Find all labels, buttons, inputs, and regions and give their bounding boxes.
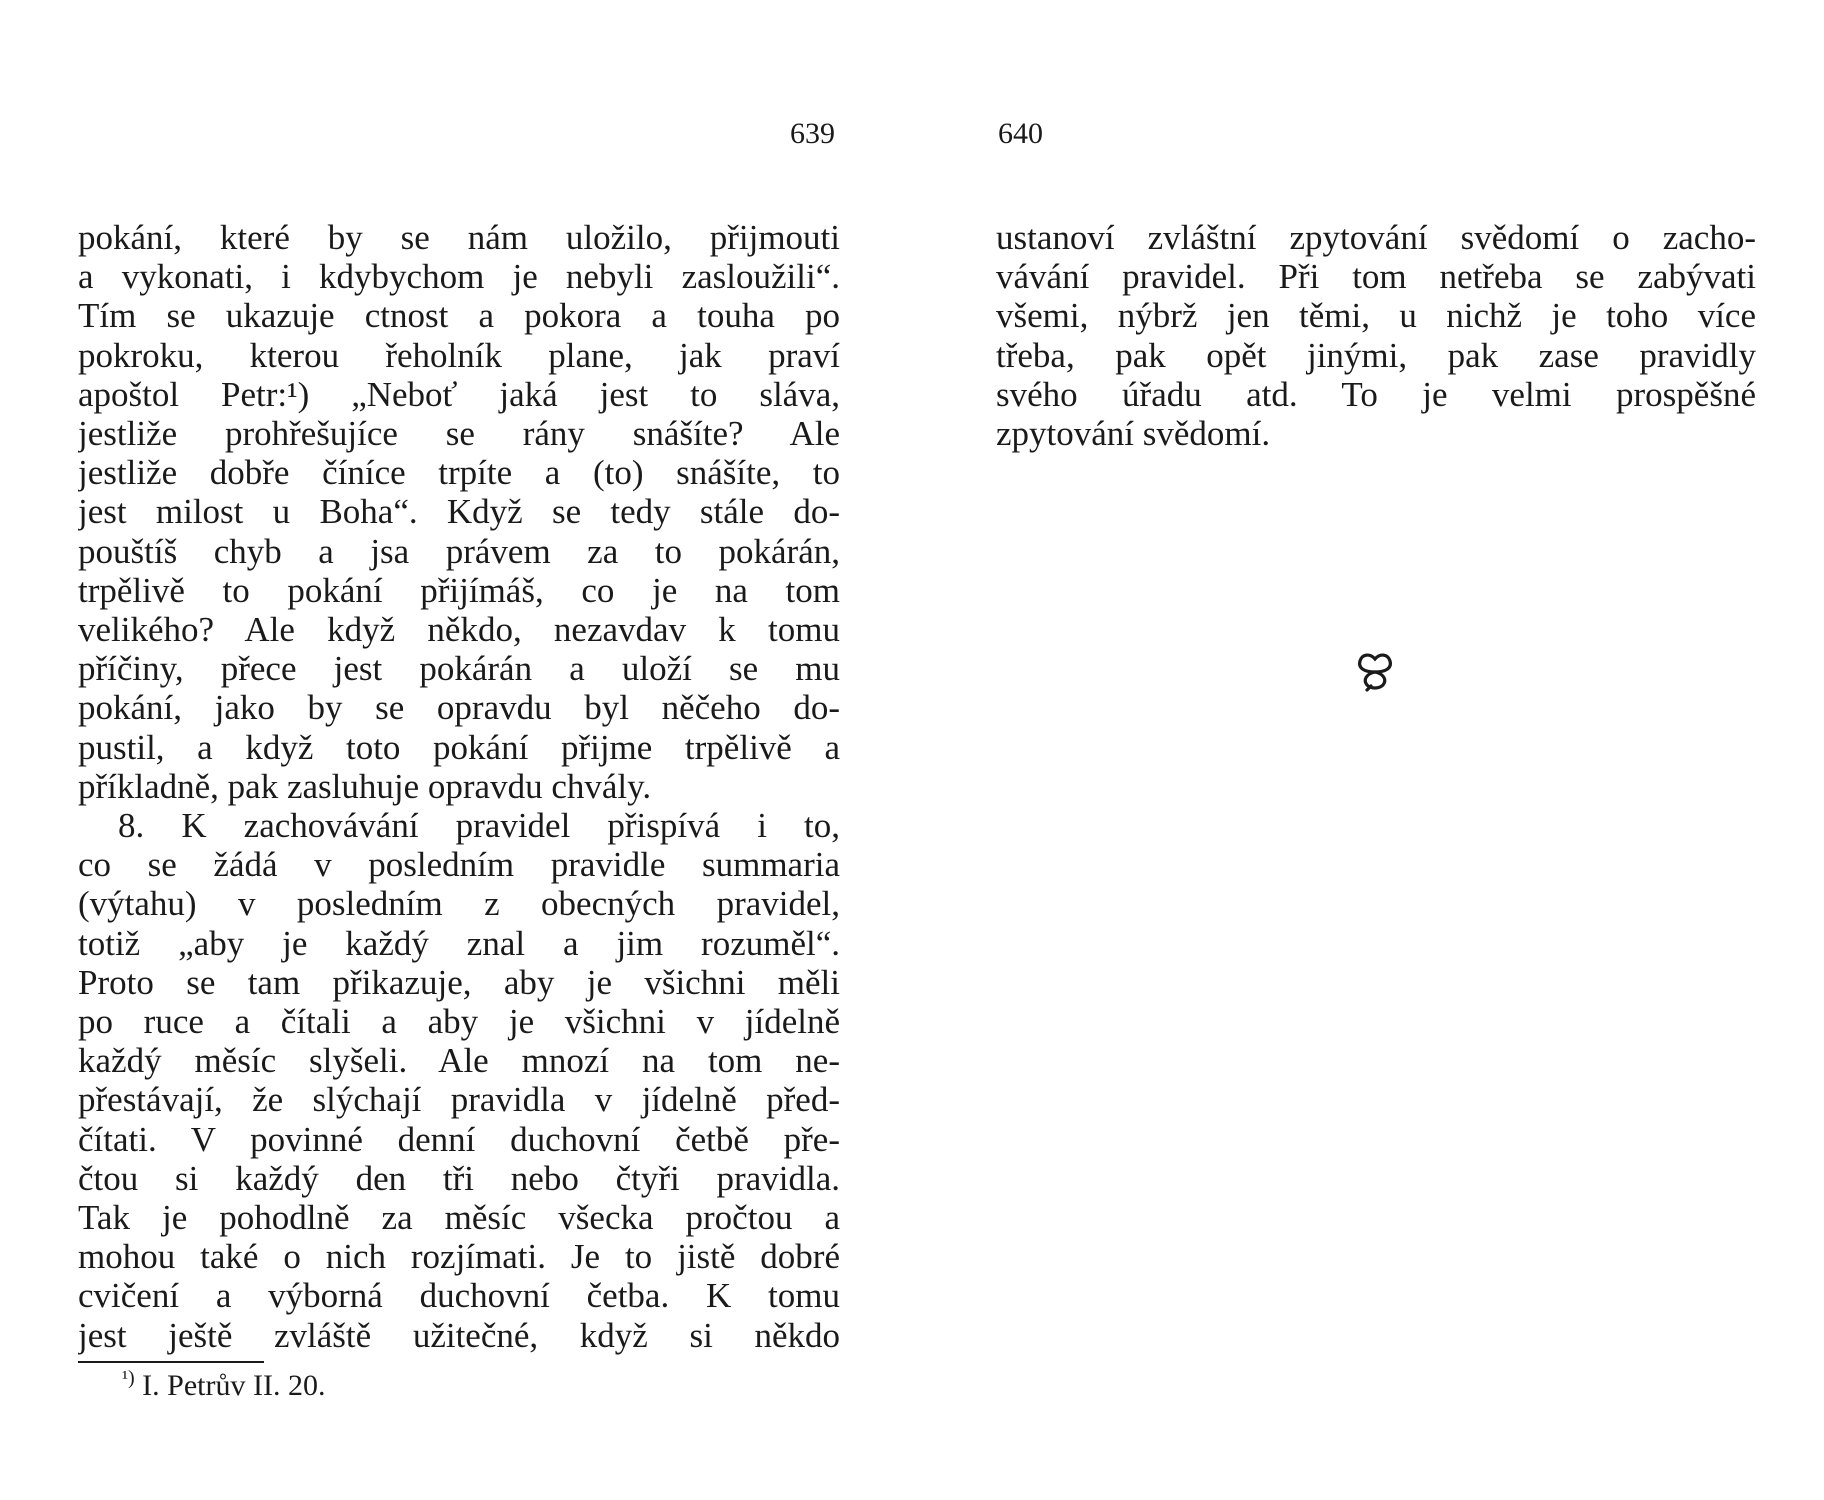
text-line: zpytování svědomí. bbox=[996, 414, 1271, 454]
text-line: třeba, pak opět jinými, pak zase pravidly bbox=[996, 335, 1756, 375]
footnote-text: I. Petrův II. 20. bbox=[142, 1369, 326, 1402]
text-line: jest milost u Boha“. Když se tedy stále do- bbox=[78, 492, 840, 532]
text-line: všemi, nýbrž jen těmi, u nichž je toho více bbox=[996, 296, 1756, 336]
text-line: jestliže dobře číníce trpíte a (to) snášíte, to bbox=[78, 453, 840, 493]
text-line: co se žádá v posledním pravidle summaria bbox=[78, 845, 840, 885]
footnote bbox=[122, 1368, 325, 1404]
text-line: totiž „aby je každý znal a jim rozuměl“. bbox=[78, 923, 840, 963]
footnote-marker: ¹) bbox=[122, 1367, 135, 1389]
text-line: 8. K zachovávání pravidel přispívá i to, bbox=[118, 806, 840, 846]
text-line: svého úřadu atd. To je velmi prospěšné bbox=[996, 374, 1756, 414]
page-number-left: 639 bbox=[790, 117, 835, 150]
right-column-text bbox=[996, 218, 1756, 453]
text-line: vávání pravidel. Při tom netřeba se zabývati bbox=[996, 257, 1756, 297]
text-line: Tím se ukazuje ctnost a pokora a touha po bbox=[78, 296, 840, 336]
text-line: (výtahu) v posledním z obecných pravidel, bbox=[78, 884, 840, 924]
text-line: pustil, a když toto pokání přijme trpělivě a bbox=[78, 727, 840, 767]
text-line: velikého? Ale když někdo, nezavdav k tomu bbox=[78, 610, 840, 650]
text-line: příkladně, pak zasluhuje opravdu chvály. bbox=[78, 766, 652, 806]
text-line: a vykonati, i kdybychom je nebyli zasloužili“. bbox=[78, 257, 840, 297]
text-line: pokroku, kterou řeholník plane, jak praví bbox=[78, 335, 840, 375]
text-line: každý měsíc slyšeli. Ale mnozí na tom ne- bbox=[78, 1041, 840, 1081]
text-line: jestliže prohřešujíce se rány snášíte? Ale bbox=[78, 414, 840, 454]
text-line: příčiny, přece jest pokárán a uloží se mu bbox=[78, 649, 840, 689]
text-line: trpělivě to pokání přijímáš, co je na tom bbox=[78, 570, 840, 610]
text-line: po ruce a čítali a aby je všichni v jídelně bbox=[78, 1002, 840, 1042]
text-line: ustanoví zvláštní zpytování svědomí o zacho- bbox=[996, 218, 1756, 257]
text-line: pouštíš chyb a jsa právem za to pokárán, bbox=[78, 531, 840, 571]
text-line: přestávají, že slýchají pravidla v jídelně před- bbox=[78, 1080, 840, 1120]
text-line: pokání, jako by se opravdu byl něčeho do- bbox=[78, 688, 840, 728]
text-line: Tak je pohodlně za měsíc všecka pročtou a bbox=[78, 1198, 840, 1238]
text-line: jest ještě zvláště užitečné, když si někdo bbox=[78, 1315, 840, 1355]
text-line: cvičení a výborná duchovní četba. K tomu bbox=[78, 1276, 840, 1316]
trefoil-ornament-icon bbox=[1352, 648, 1398, 692]
text-line: mohou také o nich rozjímati. Je to jistě dobré bbox=[78, 1237, 840, 1277]
page-number-right: 640 bbox=[998, 117, 1043, 150]
footnote-divider bbox=[78, 1361, 264, 1363]
text-line: čtou si každý den tři nebo čtyři pravidla. bbox=[78, 1158, 840, 1198]
text-line: čítati. V povinné denní duchovní četbě pře- bbox=[78, 1119, 840, 1159]
text-line: pokání, které by se nám uložilo, přijmouti bbox=[78, 218, 840, 257]
text-line: apoštol Petr:¹) „Neboť jaká jest to sláva, bbox=[78, 374, 840, 414]
text-line: Proto se tam přikazuje, aby je všichni měli bbox=[78, 962, 840, 1002]
left-column-text bbox=[78, 218, 840, 1355]
